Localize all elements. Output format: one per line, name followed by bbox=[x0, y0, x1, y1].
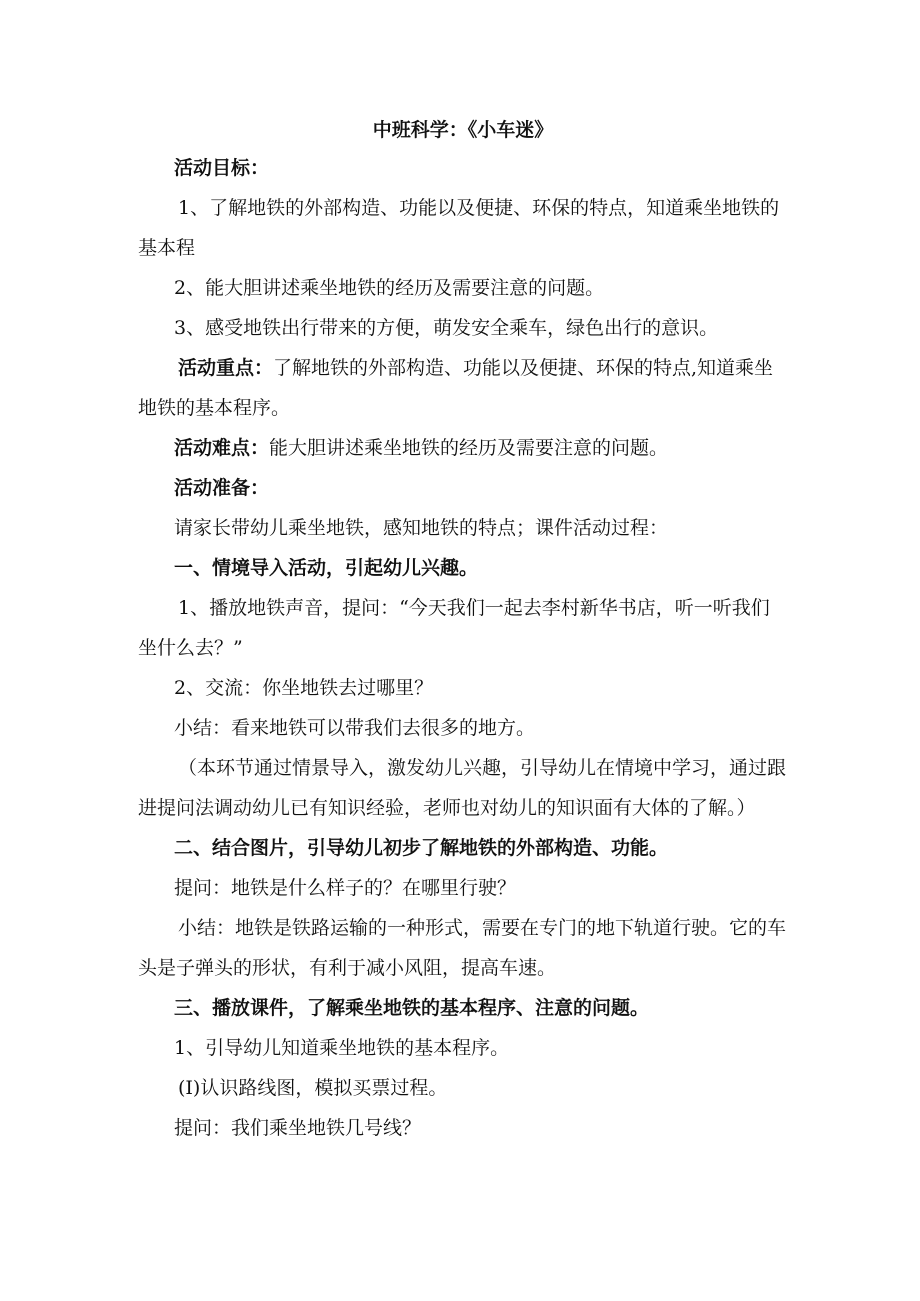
difficulty-text: 能大胆讲述乘坐地铁的经历及需要注意的问题。 bbox=[269, 437, 669, 459]
prep-heading: 活动准备： bbox=[174, 477, 270, 499]
prep-text: 请家长带幼儿乘坐地铁，感知地铁的特点；课件活动过程： bbox=[174, 517, 669, 539]
section-3-heading: 三、播放课件，了解乘坐地铁的基本程序、注意的问题。 bbox=[174, 997, 650, 1019]
s2-question: 提问：地铁是什么样子的？在哪里行驶？ bbox=[174, 877, 517, 899]
key-point-paragraph bbox=[138, 348, 788, 428]
goal-2: 2、能大胆讲述乘坐地铁的经历及需要注意的问题。 bbox=[174, 277, 605, 299]
key-point-text: 了解地铁的外部构造、功能以及便捷、环保的特点,知道乘坐地铁的基本程序。 bbox=[138, 357, 774, 419]
goal-1: 1、了解地铁的外部构造、功能以及便捷、环保的特点，知道乘坐地铁的基本程 bbox=[138, 197, 780, 259]
s3-sub-1: (I)认识路线图，模拟买票过程。 bbox=[178, 1077, 448, 1099]
s1-item-1: 1、播放地铁声音，提问：“今天我们一起去李村新华书店，听一听我们坐什么去？” bbox=[138, 597, 770, 659]
document-title: 中班科学：《小车迷》 bbox=[372, 119, 554, 141]
s2-summary: 小结：地铁是铁路运输的一种形式，需要在专门的地下轨道行驶。它的车头是子弹头的形状，有利于减小风阻，提高车速。 bbox=[138, 917, 787, 979]
s1-item-2: 2、交流：你坐地铁去过哪里？ bbox=[174, 677, 434, 699]
s3-question: 提问：我们乘坐地铁几号线？ bbox=[174, 1117, 422, 1139]
key-point-label: 活动重点： bbox=[178, 357, 274, 379]
goals-heading: 活动目标： bbox=[174, 157, 270, 179]
section-1-heading: 一、情境导入活动，引起幼儿兴趣。 bbox=[174, 557, 479, 579]
difficulty-paragraph bbox=[138, 428, 788, 468]
s3-item-1: 1、引导幼儿知道乘坐地铁的基本程序。 bbox=[174, 1037, 510, 1059]
difficulty-label: 活动难点： bbox=[174, 437, 270, 459]
s1-note: （本环节通过情景导入，激发幼儿兴趣，引导幼儿在情境中学习，通过跟进提问法调动幼儿已有知识经验，老师也对幼儿的知识面有大体的了解。） bbox=[138, 757, 787, 819]
s1-summary: 小结：看来地铁可以带我们去很多的地方。 bbox=[174, 717, 536, 739]
document-body bbox=[138, 110, 788, 1148]
goal-3: 3、感受地铁出行带来的方便，萌发安全乘车，绿色出行的意识。 bbox=[174, 317, 719, 339]
section-2-heading: 二、结合图片，引导幼儿初步了解地铁的外部构造、功能。 bbox=[174, 837, 669, 859]
